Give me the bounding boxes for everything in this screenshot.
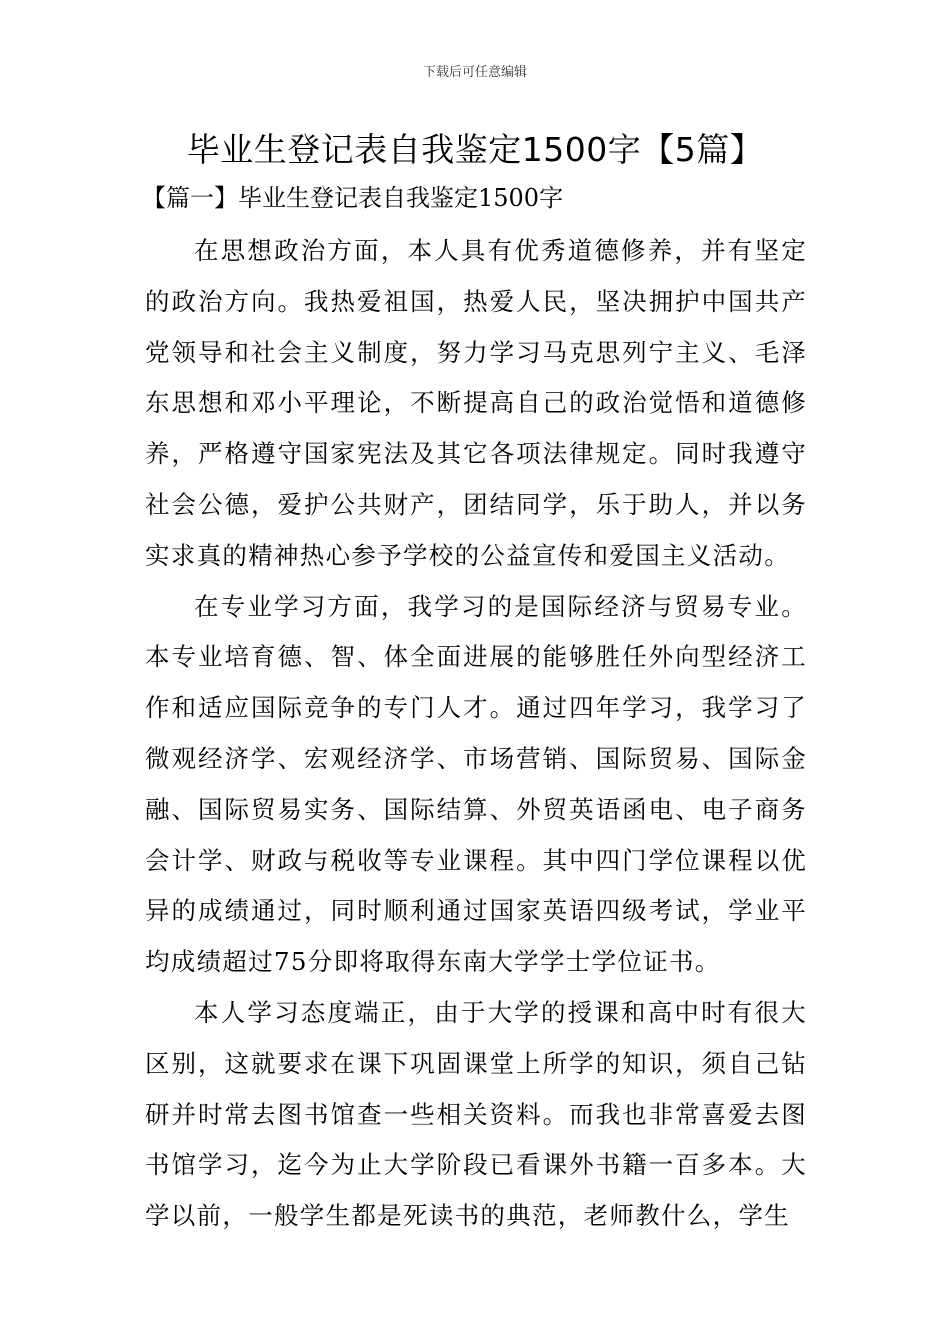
paragraph-political: 在思想政治方面，本人具有优秀道德修养，并有坚定的政治方向。我热爱祖国，热爱人民，坚决拥护中国共产党领导和社会主义制度，努力学习马克思列宁主义、毛泽东思想和邓小平理论，不断提高自己的政治觉悟和道德修养，严格遵守国家宪法及其它各项法律规定。同时我遵守社会公德，爱护公共财产，团结同学，乐于助人，并以务实求真的精神热心参予学校的公益宣传和爱国主义活动。 (145, 236, 807, 570)
paragraph-study-attitude: 本人学习态度端正，由于大学的授课和高中时有很大区别，这就要求在课下巩固课堂上所学的知识，须自己钻研并时常去图书馆查一些相关资料。而我也非常喜爱去图书馆学习，迄今为止大学阶段已看课外书籍一百多本。大学以前，一般学生都是死读书的典范，老师教什么，学生 (145, 997, 807, 1231)
paragraph-professional-study: 在专业学习方面，我学习的是国际经济与贸易专业。本专业培育德、智、体全面进展的能够胜任外向型经济工作和适应国际竞争的专门人才。通过四年学习，我学习了微观经济学、宏观经济学、市场营销、国际贸易、国际金融、国际贸易实务、国际结算、外贸英语函电、电子商务会计学、财政与税收等专业课程。其中四门学位课程以优异的成绩通过，同时顺利通过国家英语四级考试，学业平均成绩超过75分即将取得东南大学学士学位证书。 (145, 591, 807, 977)
document-title: 毕业生登记表自我鉴定1500字【5篇】 (186, 130, 764, 169)
header-note: 下载后可任意编辑 (422, 65, 527, 80)
section-heading: 【篇一】毕业生登记表自我鉴定1500字 (142, 184, 564, 212)
document-body (145, 226, 807, 1242)
